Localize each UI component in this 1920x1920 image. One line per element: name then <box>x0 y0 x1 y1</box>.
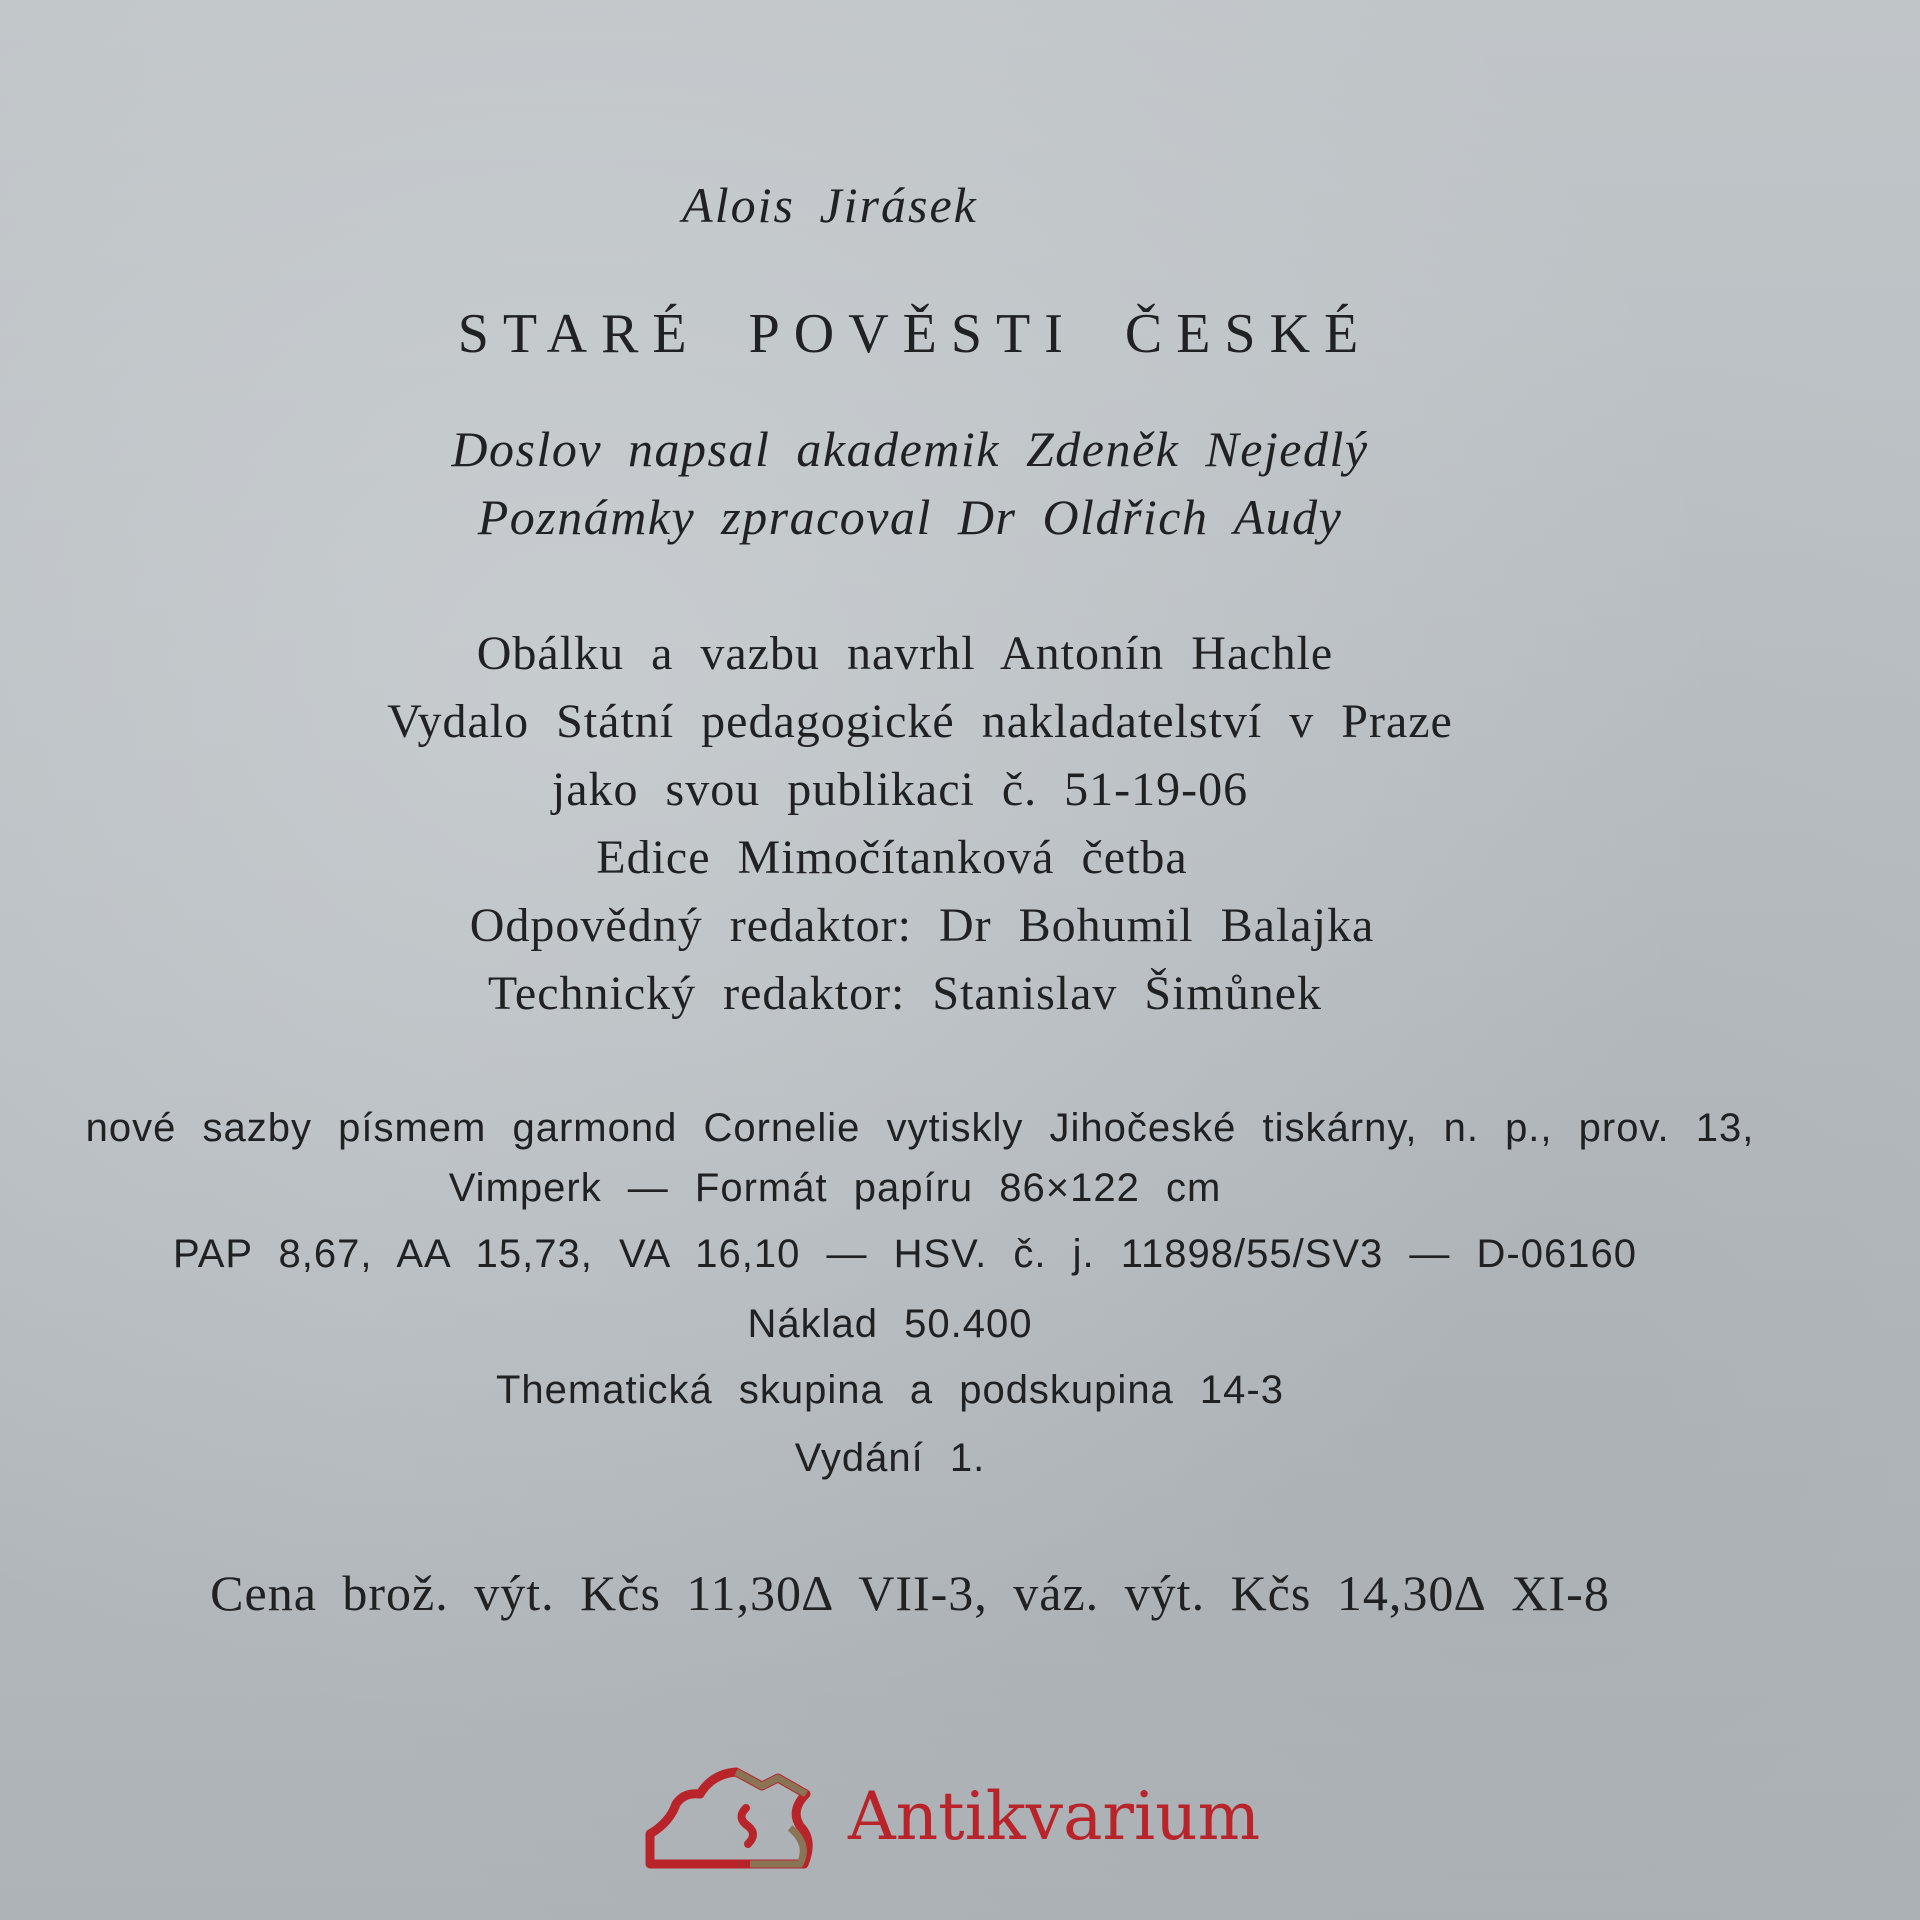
edition-line: Edice Mimočítanková četba <box>596 831 1188 884</box>
notes-credit: Poznámky zpracoval Dr Oldřich Audy <box>477 489 1343 545</box>
print-codes-line: PAP 8,67, AA 15,73, VA 16,10 — HSV. č. j. 11898/55/SV3 — D-06160 <box>173 1232 1637 1276</box>
publisher-line: Vydalo Státní pedagogické nakladatelství v Praze <box>387 695 1453 748</box>
antikvarium-watermark-text: Antikvarium <box>848 1778 1261 1855</box>
price-line: Cena brož. výt. Kčs 11,30∆ VII-3, váz. výt. Kčs 14,30∆ XI-8 <box>210 1565 1610 1621</box>
issue-line: Vydání 1. <box>794 1436 986 1480</box>
thematic-group-line: Thematická skupina a podskupina 14-3 <box>496 1368 1284 1412</box>
book-title: STARÉ POVĚSTI ČESKÉ <box>457 303 1373 365</box>
editor-line: Odpovědný redaktor: Dr Bohumil Balajka <box>469 899 1375 952</box>
antikvarium-logo-icon <box>640 1764 820 1874</box>
publication-number: jako svou publikaci č. 51-19-06 <box>551 763 1249 816</box>
technical-editor-line: Technický redaktor: Stanislav Šimůnek <box>487 967 1323 1020</box>
author: Alois Jirásek <box>682 177 978 233</box>
afterword-credit: Doslov napsal akademik Zdeněk Nejedlý <box>451 421 1369 477</box>
paper-format-line: Vimperk — Formát papíru 86×122 cm <box>448 1166 1222 1210</box>
typeset-line: nové sazby písmem garmond Cornelie vytiskly Jihočeské tiskárny, n. p., prov. 13, <box>85 1106 1755 1150</box>
cover-credit: Obálku a vazbu navrhl Antonín Hachle <box>476 627 1334 680</box>
antikvarium-watermark <box>640 1764 1340 1874</box>
print-run-line: Náklad 50.400 <box>747 1302 1033 1346</box>
